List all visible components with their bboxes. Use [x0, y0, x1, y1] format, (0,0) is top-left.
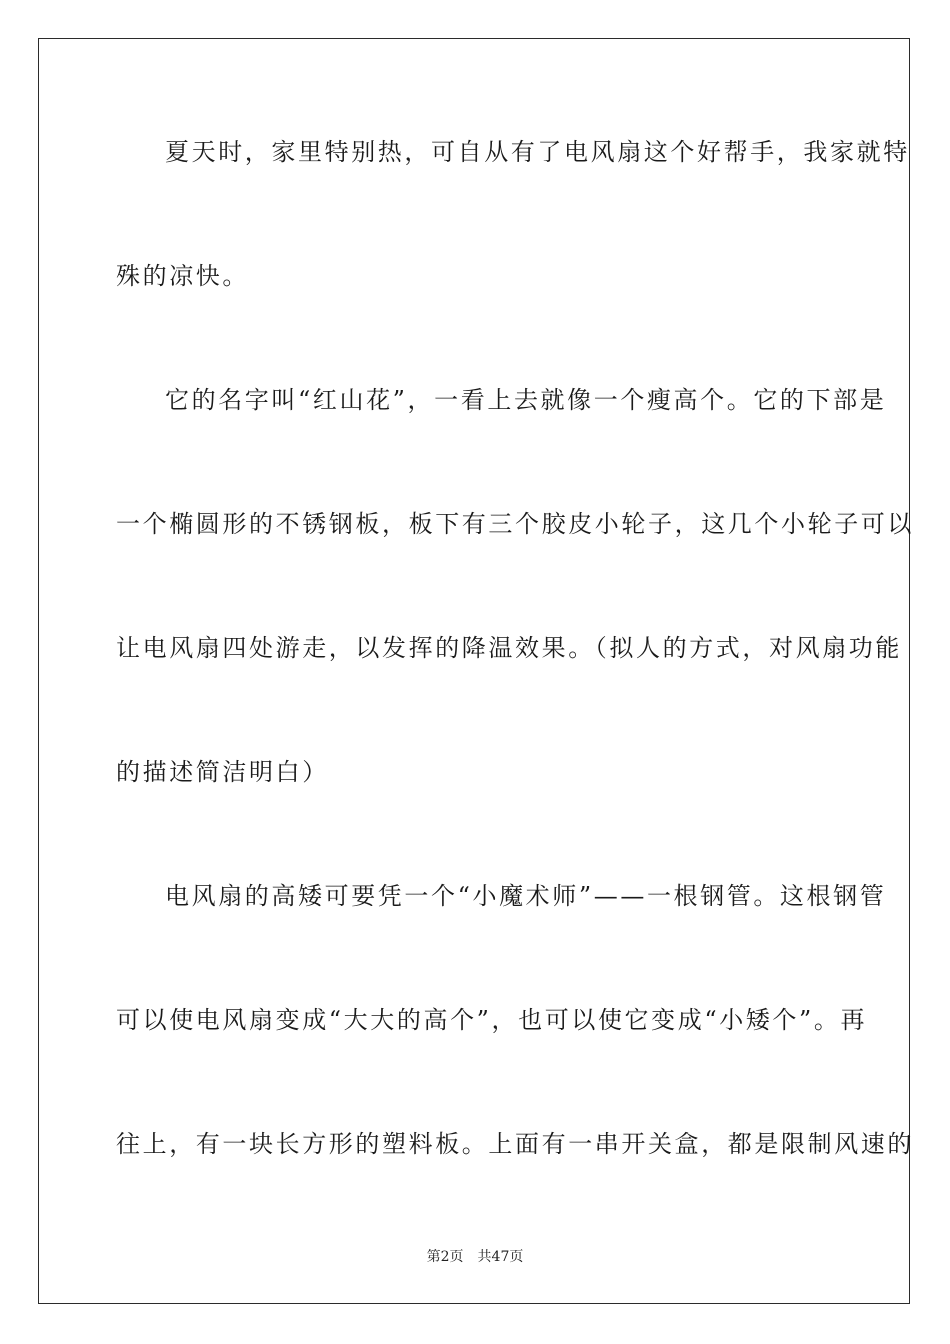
page-footer	[0, 1247, 950, 1267]
paragraph-2-line-2: 一个椭圆形的不锈钢板，板下有三个胶皮小轮子，这几个小轮子可以	[116, 510, 914, 538]
paragraph-1-line-2: 殊的凉快。	[116, 262, 249, 290]
page-border	[38, 38, 914, 1304]
paragraph-1-line-1: 夏天时，家里特别热，可自从有了电风扇这个好帮手，我家就特	[165, 138, 910, 166]
paragraph-3-line-1: 电风扇的高矮可要凭一个“小魔术师”——一根钢管。这根钢管	[165, 882, 887, 910]
page-total: 共47页	[477, 1249, 524, 1265]
paragraph-2-line-4: 的描述简洁明白）	[116, 758, 329, 786]
paragraph-3-line-2: 可以使电风扇变成“大大的高个”，也可以使它变成“小矮个”。再	[116, 1006, 868, 1034]
paragraph-3-line-3: 往上，有一块长方形的塑料板。上面有一串开关盒，都是限制风速的	[116, 1130, 914, 1158]
paragraph-2-line-1: 它的名字叫“红山花”，一看上去就像一个瘦高个。它的下部是	[165, 386, 887, 414]
paragraph-2-line-3: 让电风扇四处游走，以发挥的降温效果。（拟人的方式，对风扇功能	[116, 634, 902, 662]
page-number: 第2页	[426, 1249, 464, 1265]
